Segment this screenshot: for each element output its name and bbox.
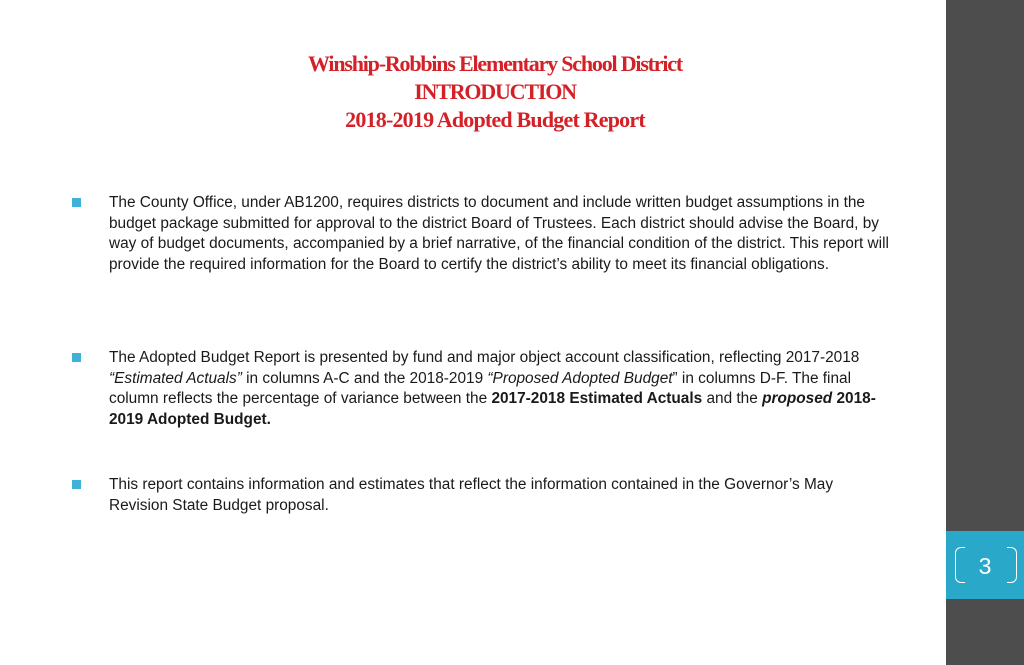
text-run-bold: 2018-2019 Adopted Budget. (109, 390, 876, 428)
right-brace-icon (1007, 547, 1017, 583)
text-run-bold: 2017-2018 Estimated Actuals (491, 390, 703, 407)
bullet-governor-revision (72, 475, 892, 516)
bullet-ab1200 (72, 193, 892, 275)
slide-title (0, 50, 990, 134)
title-district: Winship-Robbins Elementary School District (308, 51, 682, 76)
text-run: and the (702, 390, 763, 407)
text-run-italic: “Estimated Actuals” (109, 369, 242, 387)
page-number: 3 (978, 553, 992, 579)
text-run-italic: “Proposed Adopted Budget (487, 369, 673, 387)
title-section: INTRODUCTION (414, 79, 576, 104)
text-run-bold-italic: proposed (762, 390, 833, 407)
text-run: in columns A-C and the 2018-2019 (241, 369, 488, 387)
bullet-report-structure (72, 348, 892, 430)
bullet-text (109, 348, 892, 430)
title-report: 2018-2019 Adopted Budget Report (345, 107, 645, 132)
bullet-text: The County Office, under AB1200, requires districts to document and include written budget assumptions in the budget package submitted for approval to the district Board of Trustees. Each district should advise the Board, by way of budget documents, accompanied by a brief narrative, of the financial condition of the district. This report will provide the required information for the Board to certify the district’s ability to meet its financial obligations. (109, 194, 889, 273)
page-number-tab (946, 531, 1024, 599)
text-run: The Adopted Budget Report is presented by fund and major object account classification, reflecting 2017-2018 (109, 349, 860, 366)
text-run: ” in columns D-F. The final column reflects the percentage of variance between the (109, 369, 852, 407)
bullet-text: This report contains information and estimates that reflect the information contained in the Governor’s May Revision State Budget proposal. (109, 476, 834, 514)
bullet-square-icon (72, 198, 81, 207)
bullet-square-icon (72, 480, 81, 489)
sidebar (946, 0, 1024, 665)
bullet-square-icon (72, 353, 81, 362)
